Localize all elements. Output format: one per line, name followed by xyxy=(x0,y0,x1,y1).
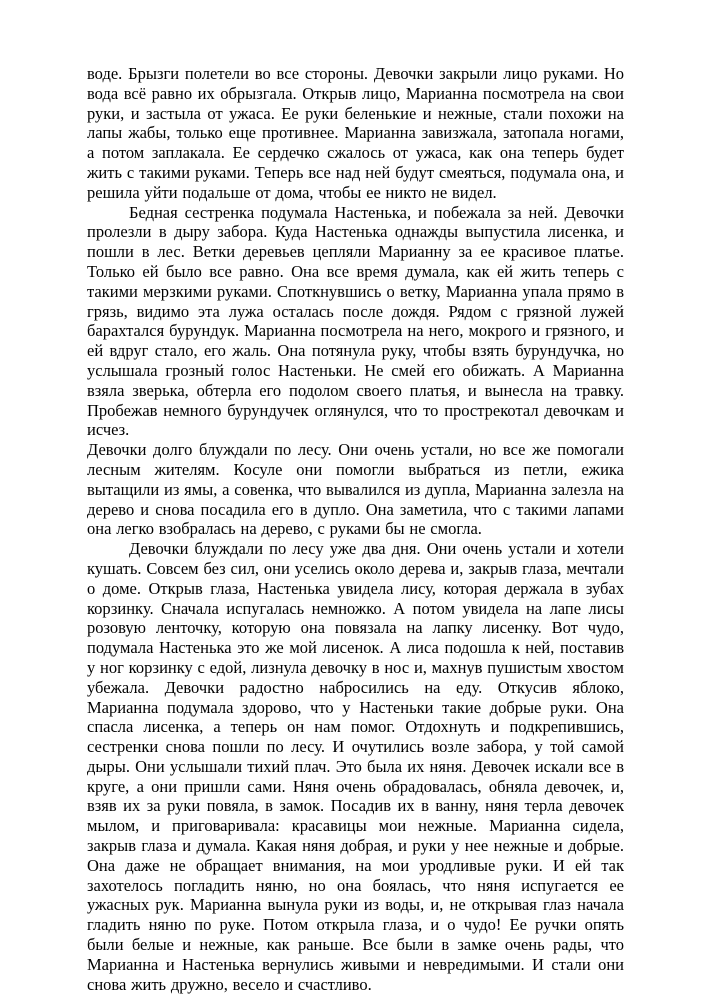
paragraph-fox-and-return: Девочки блуждали по лесу уже два дня. Они очень устали и хотели кушать. Совсем без сил, они уселись около дерева и, закрыв глаза, мечтали о доме. Открыв глаза, Настенька увидела лису, которая держала в зубах корзинку. Сначала испугалась немножко. А потом увидела на лапе лисы розовую ленточку, которую она повязала на лапку лисенку. Вот чудо, подумала Настенька это же мой лисенок. А лиса подошла к ней, поставив у ног корзинку с едой, лизнула девочку в нос и, махнув пушистым хвостом убежала. Девочки радостно набросились на еду. Откусив яблоко, Марианна подумала здорово, что у Настеньки такие добрые руки. Она спасла лисенка, а теперь он нам помог. Отдохнуть и подкрепившись, сестренки снова пошли по лесу. И очутились возле забора, у той самой дыры. Они услышали тихий плач. Это была их няня. Девочек искали все в круге, а они пришли сами. Няня очень обрадовалась, обняла девочек, и, взяв их за руки повяла, в замок. Посадив их в ванну, няня терла девочек мылом, и приговаривала: красавицы мои нежные. Марианна сидела, закрыв глаза и думала. Какая няня добрая, и руки у нее нежные и добрые. Она даже не обращает внимания, на мои уродливые руки. И ей так захотелось погладить няню, но она боялась, что няня испугается ее ужасных рук. Марианна вынула руки из воды, и, не открывая глаз начала гладить няню по руке. Потом открыла глаза, и о чудо! Ее ручки опять были белые и нежные, как раньше. Все были в замке очень рады, что Марианна и Настенька вернулись живыми и невредимыми. И стали они снова жить дружно, весело и счастливо. xyxy=(87,539,624,994)
paragraph-forest-helping: Девочки долго блуждали по лесу. Они очень устали, но все же помогали лесным жителям. Косуле они помогли выбраться из петли, ежика вытащили из ямы, а совенка, что вывалился из дупла, Марианна залезла на дерево и снова посадила его в дупло. Она заметила, что с такими лапами она легко взобралась на дерево, с руками бы не смогла. xyxy=(87,440,624,539)
paragraph-continuation: воде. Брызги полетели во все стороны. Девочки закрыли лицо руками. Но вода всё равно их обрызгала. Открыв лицо, Марианна посмотрела на свои руки, и застыла от ужаса. Ее руки беленькие и нежные, стали похожи на лапы жабы, только еще противнее. Марианна завизжала, затопала ногами, а потом заплакала. Ее сердечко сжалось от ужаса, как она теперь будет жить с такими руками. Теперь все над ней будут смеяться, подумала она, и решила уйти подальше от дома, чтобы ее никто не видел. xyxy=(87,64,624,202)
paragraph-sister-runs-after: Бедная сестренка подумала Настенька, и побежала за ней. Девочки пролезли в дыру забора. Куда Настенька однажды выпустила лисенка, и пошли в лес. Ветки деревьев цепляли Марианну за ее красивое платье. Только ей было все равно. Она все время думала, как ей жить теперь с такими мерзкими руками. Споткнувшись о ветку, Марианна упала прямо в грязь, видимо эта лужа осталась после дождя. Рядом с грязной лужей барахтался бурундук. Марианна посмотрела на него, мокрого и грязного, и ей вдруг стало, его жаль. Она потянула руку, чтобы взять бурундучка, но услышала грозный голос Настеньки. Не смей его обижать. А Марианна взяла зверька, обтерла его подолом своего платья, и вынесла на травку. Пробежав немного бурундучек оглянулся, что то прострекотал девочкам и исчез. xyxy=(87,202,624,440)
